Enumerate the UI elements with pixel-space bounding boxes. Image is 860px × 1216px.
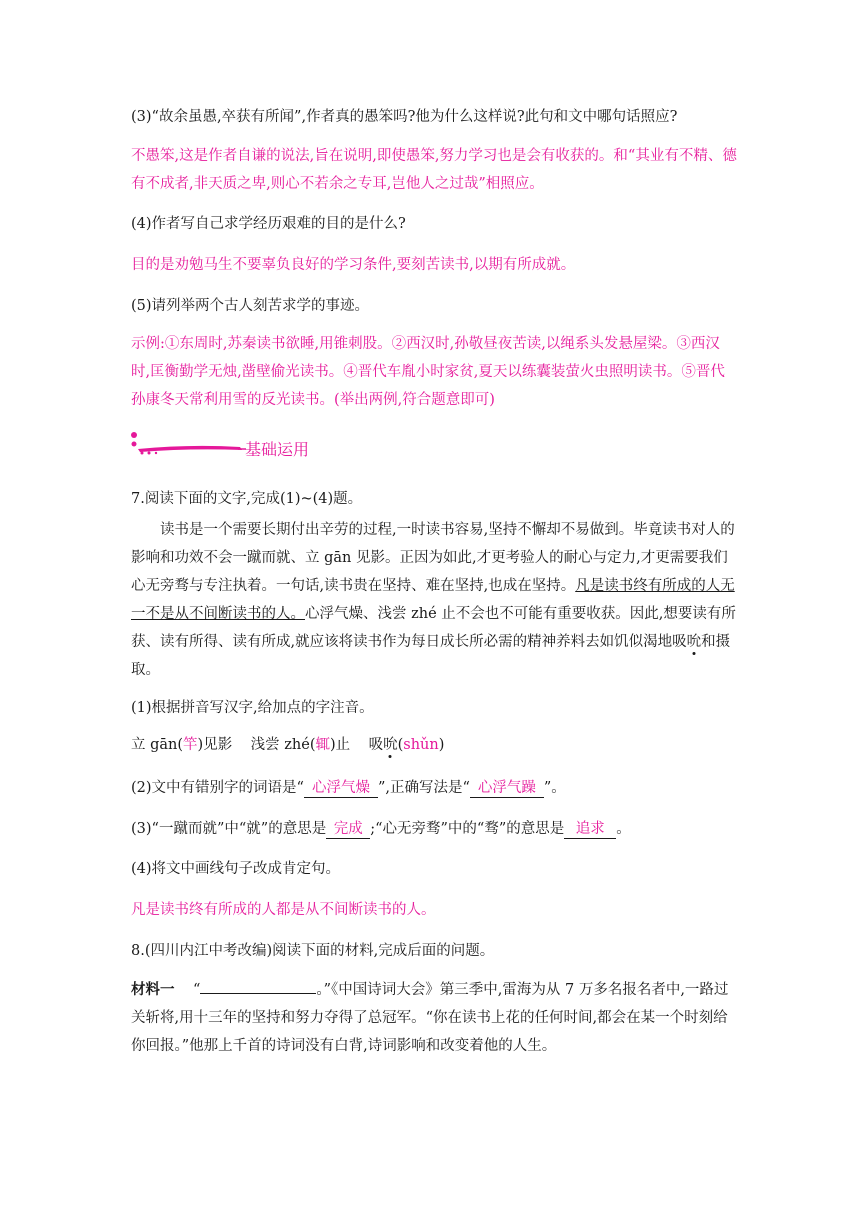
q7-heading: 7.阅读下面的文字,完成(1)~(4)题。: [131, 491, 363, 507]
sub1-item1-suffix: )见影: [197, 737, 233, 753]
sub3-suffix: 。: [616, 821, 631, 837]
q3-answer: 不愚笨,这是作者自谦的说法,旨在说明,即使愚笨,努力学习也是会有收获的。和“其业有不精、德有不成者,非天质之卑,则心不若余之专耳,岂他人之过哉”相照应。: [131, 148, 737, 192]
q8-material-one: [131, 976, 737, 1060]
q4-answer: 目的是劝勉马生不要辜负良好的学习条件,要刻苦读书,以期有所成就。: [131, 257, 576, 273]
sub3-blank1: 完成: [326, 820, 370, 839]
q7-sub1-items: [131, 734, 444, 756]
sub2-blank1: 心浮气燥: [304, 779, 378, 798]
q8-heading: 8.(四川内江中考改编)阅读下面的材料,完成后面的问题。: [131, 943, 495, 959]
sub2-prefix: (2)文中有错别字的词语是“: [131, 780, 304, 796]
sub1-item3-dot-char: 吮: [383, 737, 398, 753]
sub1-item3-close: ): [438, 737, 445, 753]
sub1-item3-open: (: [397, 737, 404, 753]
q7-sub1-question: (1)根据拼音写汉字,给加点的字注音。: [131, 700, 374, 716]
section-title: 基础运用: [245, 440, 310, 459]
sub1-item1-answer: 竿: [183, 737, 198, 753]
sub1-item2-answer: 辄: [315, 737, 330, 753]
passage-underlined-sentence: 凡是读书终有所成的人无一不是从不间断读书的人。: [131, 578, 735, 622]
q7-passage: [131, 516, 737, 684]
q3-question: (3)“故余虽愚,卒获有所闻”,作者真的愚笨吗?他为什么这样说?此句和文中哪句话照应?: [131, 109, 678, 125]
q5-answer: 示例:①东周时,苏秦读书欲睡,用锥刺股。②西汉时,孙敬昼夜苦读,以绳系头发悬屋梁。③西汉时,匡衡勤学无烛,凿壁偷光读书。④晋代车胤小时家贫,夏天以练囊装萤火虫照明读书。⑤晋代孙康冬天常利用雪的反光读书。(举出两例,符合题意即可): [131, 336, 725, 408]
q7-sub4-question: (4)将文中画线句子改成肯定句。: [131, 861, 341, 877]
sub3-middle: ;“心无旁骛”中的“骛”的意思是: [370, 821, 565, 837]
material-blank: [200, 993, 316, 994]
sub1-item2-suffix: )止: [329, 737, 351, 753]
q5-question: (5)请列举两个古人刻苦求学的事迹。: [131, 298, 370, 314]
material-open-quote: “: [192, 982, 201, 998]
passage-part-c: 和摄取。: [131, 634, 731, 678]
material-label: 材料一: [131, 982, 175, 998]
q7-sub4-answer: 凡是读书终有所成的人都是从不间断读书的人。: [131, 902, 436, 918]
sub2-suffix: ”。: [543, 780, 566, 796]
sub1-item3-prefix: 吸: [368, 737, 384, 753]
material-text: 。”《中国诗词大会》第三季中,雷海为从 7 万多名报名者中,一路过关斩将,用十三年的坚持和努力夺得了总冠军。“你在读书上花的任何时间,都会在某一个时刻给你回报。”他那上千首的诗词没有白背,诗词影响和改变着他的人生。: [131, 982, 729, 1054]
q7-sub3: [131, 818, 631, 840]
sub2-middle: ”,正确写法是“: [377, 780, 470, 796]
sub1-item1-prefix: 立 gān(: [131, 737, 184, 753]
sub3-prefix: (3)“一蹴而就”中“就”的意思是: [131, 821, 327, 837]
passage-part-a: 读书是一个需要长期付出辛劳的过程,一时读书容易,坚持不懈却不易做到。毕竟读书对人的影响和功效不会一蹴而就、立 gān 见影。正因为如此,才更考验人的耐心与定力,才更需要我们心无旁骛与专注执着。一句话,读书贵在坚持、难在坚持,也成在坚持。: [131, 522, 735, 594]
sub1-item3-answer: shǔn: [403, 737, 439, 753]
sub3-blank2: 追求: [564, 820, 616, 839]
passage-part-b: 心浮气燥、浅尝 zhé 止不会也不可能有重要收获。因此,想要读有所获、读有所得、读有所成,就应该将读书作为每日成长所必需的精神养料去如饥似渴地吸: [131, 606, 736, 650]
q4-question: (4)作者写自己求学经历艰难的目的是什么?: [131, 216, 406, 232]
sub2-blank2: 心浮气躁: [470, 779, 544, 798]
passage-dotted-char: 吮: [686, 634, 702, 650]
q7-sub2: [131, 777, 566, 799]
sub1-item2-prefix: 浅尝 zhé(: [250, 737, 316, 753]
